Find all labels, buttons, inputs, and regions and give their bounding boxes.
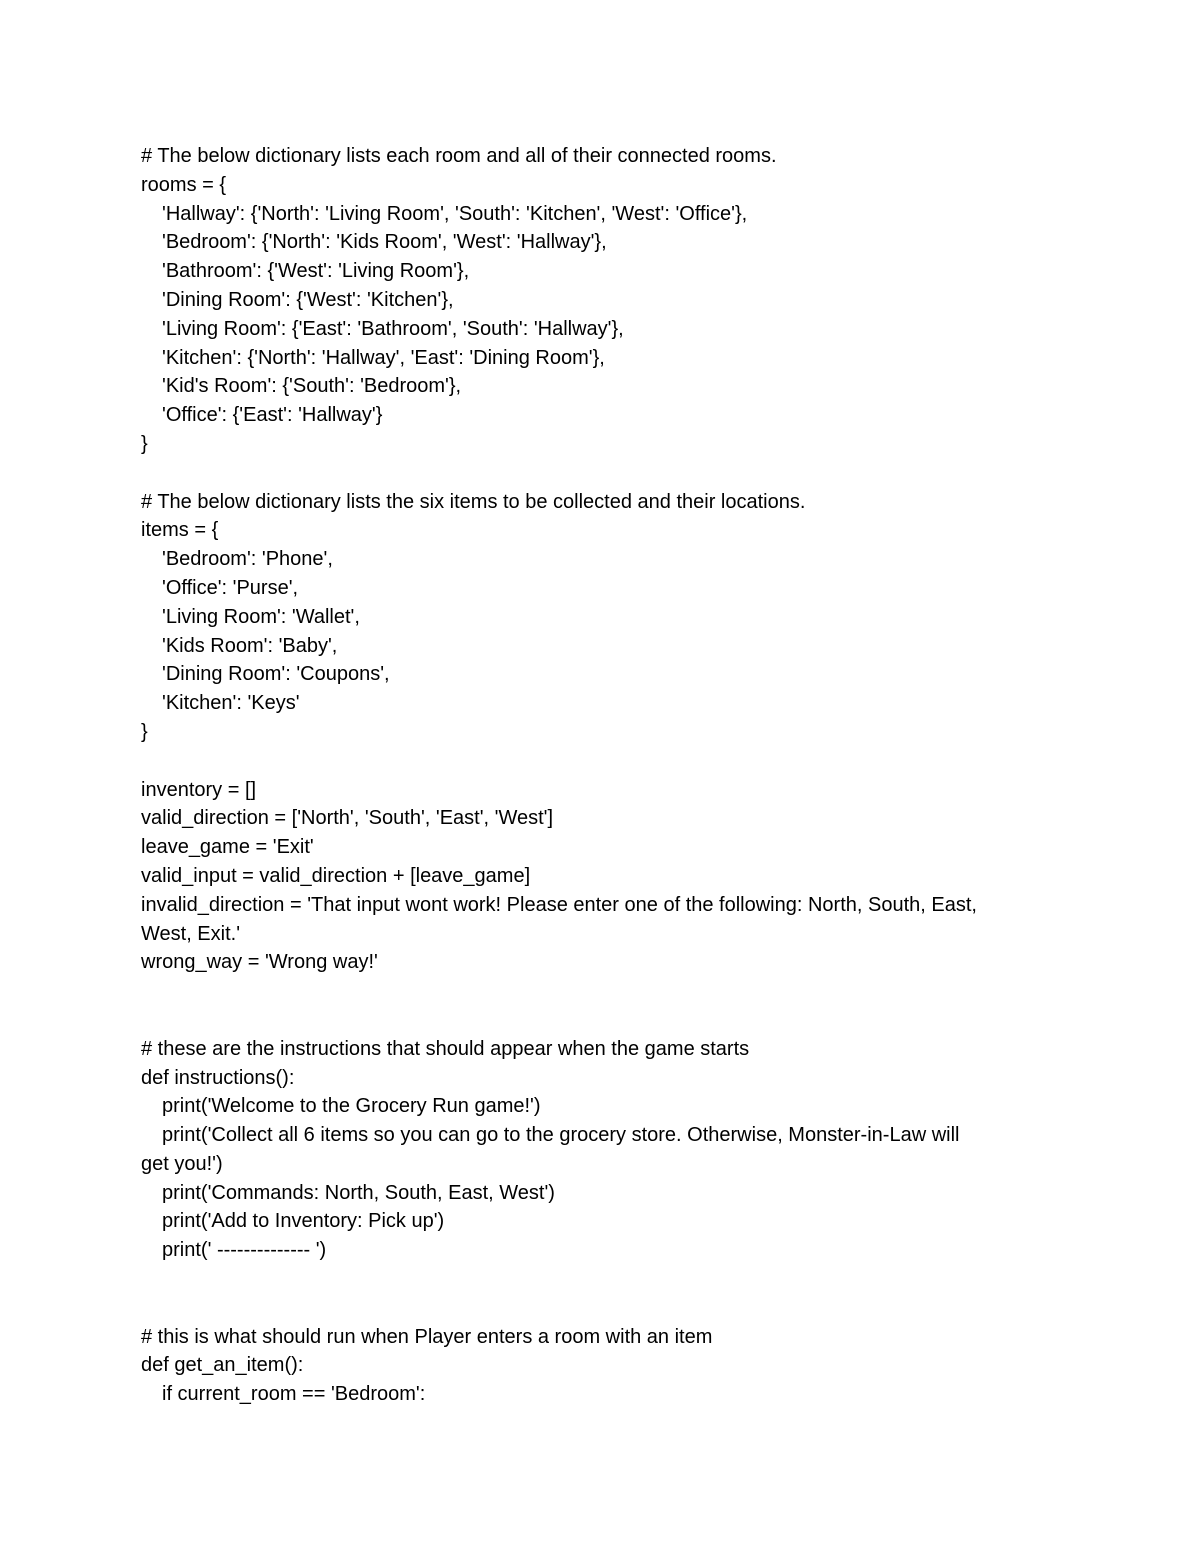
code-line: 'Living Room': 'Wallet', xyxy=(162,605,360,628)
code-line: valid_direction = ['North', 'South', 'East', 'West'] xyxy=(141,807,554,830)
code-line: # this is what should run when Player enters a room with an item xyxy=(141,1325,713,1348)
code-line: print('Commands: North, South, East, West') xyxy=(162,1181,555,1204)
code-listing xyxy=(141,142,1071,1409)
blank-line xyxy=(141,459,1071,488)
code-line: print('Collect all 6 items so you can go to the grocery store. Otherwise, Monster-in-Law will xyxy=(162,1124,960,1147)
code-line: 'Bedroom': {'North': 'Kids Room', 'West': 'Hallway'}, xyxy=(162,231,607,254)
code-line: # The below dictionary lists each room and all of their connected rooms. xyxy=(141,145,777,167)
code-line: 'Kitchen': 'Keys' xyxy=(162,692,300,715)
code-line: leave_game = 'Exit' xyxy=(141,836,314,859)
code-line: 'Office': {'East': 'Hallway'} xyxy=(162,404,383,427)
blank-line xyxy=(141,1265,1071,1294)
code-line: print('Welcome to the Grocery Run game!') xyxy=(162,1095,541,1118)
code-line: def instructions(): xyxy=(141,1066,295,1089)
code-line: 'Dining Room': {'West': 'Kitchen'}, xyxy=(162,288,454,311)
code-line: items = { xyxy=(141,519,219,542)
code-line: valid_input = valid_direction + [leave_game] xyxy=(141,864,531,887)
code-line: invalid_direction = 'That input wont work! Please enter one of the following: North, South, East, xyxy=(141,893,977,916)
code-line: 'Kitchen': {'North': 'Hallway', 'East': 'Dining Room'}, xyxy=(162,346,605,369)
code-line: 'Bathroom': {'West': 'Living Room'}, xyxy=(162,260,470,283)
blank-line xyxy=(141,977,1071,1006)
code-line: 'Dining Room': 'Coupons', xyxy=(162,663,390,686)
code-line: def get_an_item(): xyxy=(141,1354,304,1377)
blank-line xyxy=(141,747,1071,776)
code-line: 'Hallway': {'North': 'Living Room', 'South': 'Kitchen', 'West': 'Office'}, xyxy=(162,202,748,225)
blank-line xyxy=(141,1006,1071,1035)
code-line: inventory = [] xyxy=(141,778,257,801)
code-line: } xyxy=(141,720,148,743)
code-line: 'Bedroom': 'Phone', xyxy=(162,548,333,571)
code-line: # these are the instructions that should appear when the game starts xyxy=(141,1037,750,1060)
code-line: 'Office': 'Purse', xyxy=(162,576,299,599)
code-line: # The below dictionary lists the six items to be collected and their locations. xyxy=(141,490,806,513)
code-line: } xyxy=(141,432,148,455)
code-line: 'Kids Room': 'Baby', xyxy=(162,634,338,657)
code-line: 'Kid's Room': {'South': 'Bedroom'}, xyxy=(162,375,462,398)
code-line: West, Exit.' xyxy=(141,922,241,945)
code-line: rooms = { xyxy=(141,173,227,196)
code-line: 'Living Room': {'East': 'Bathroom', 'South': 'Hallway'}, xyxy=(162,317,624,340)
code-line: get you!') xyxy=(141,1152,223,1175)
code-line: if current_room == 'Bedroom': xyxy=(162,1383,426,1406)
code-line: print('Add to Inventory: Pick up') xyxy=(162,1210,445,1233)
blank-line xyxy=(141,1294,1071,1323)
code-line: wrong_way = 'Wrong way!' xyxy=(141,951,378,974)
code-line: print(' -------------- ') xyxy=(162,1239,327,1262)
